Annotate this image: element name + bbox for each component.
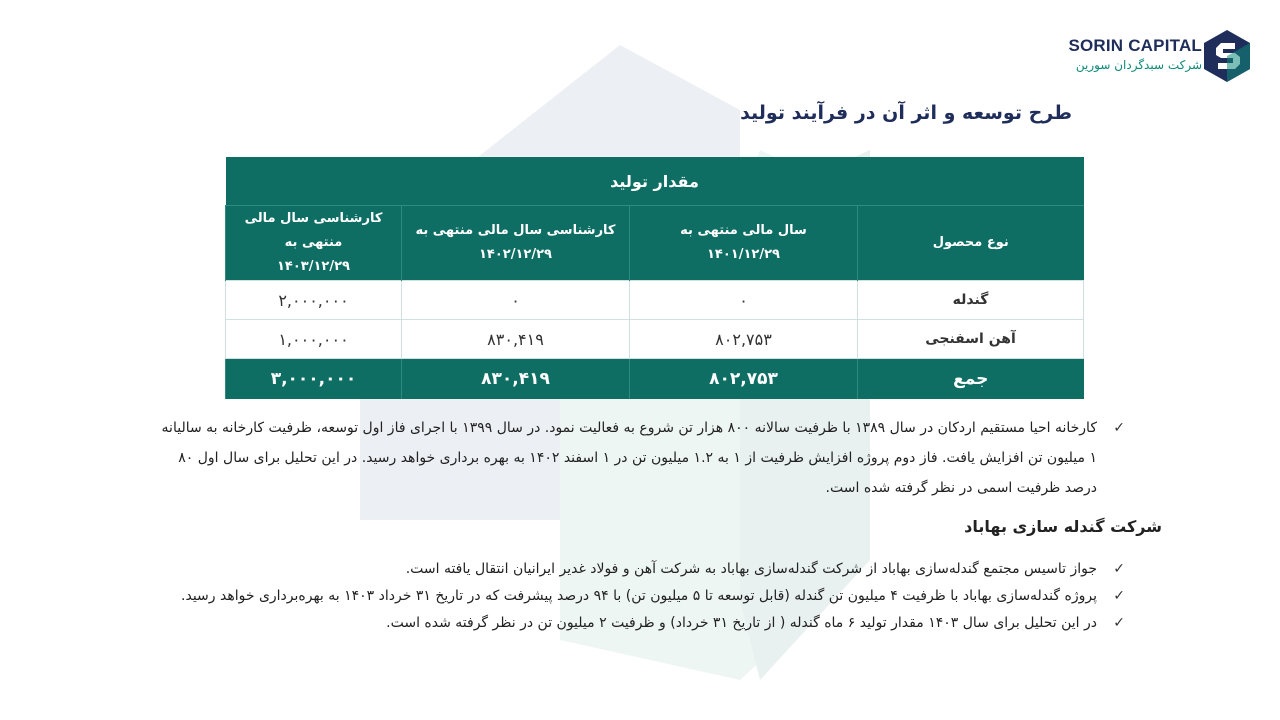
logo-name-en: SORIN CAPITAL <box>1068 36 1202 55</box>
logo-name-fa: شرکت سبدگردان سورین <box>1075 58 1202 72</box>
section2-heading: شرکت گندله سازی بهاباد <box>964 517 1162 536</box>
bullet-text: جواز تاسیس مجتمع گندله‌سازی بهاباد از شرکت گندله‌سازی بهاباد به شرکت آهن و فولاد غدیر ایرانیان انتقال یافته است. <box>405 561 1097 577</box>
list-item <box>150 556 1125 583</box>
row-label: آهن اسفنجی <box>858 320 1084 359</box>
table-row <box>226 320 1084 359</box>
table-cell: ۰ <box>630 281 858 320</box>
bullet-text: کارخانه احیا مستقیم اردکان در سال ۱۳۸۹ با ظرفیت سالانه ۸۰۰ هزار تن شروع به فعالیت نمود. در سال ۱۳۹۹ با اجرای فاز اول توسعه، ظرفیت کارخانه به سالیانه ۱ میلیون تن افزایش یافت. فاز دوم پروژه افزایش ظرفیت از ۱ به ۱.۲ میلیون تن در ۱ اسفند ۱۴۰۲ به بهره برداری خواهد رسید. در این تحلیل برای سال اول ۸۰ درصد ظرفیت اسمی در نظر گرفته شده است. <box>161 420 1097 496</box>
bullet-text: در این تحلیل برای سال ۱۴۰۳ مقدار تولید ۶ ماه گندله ( از تاریخ ۳۱ خرداد) و ظرفیت ۲ میلیون تن در نظر گرفته شده است. <box>386 615 1097 631</box>
row-label: گندله <box>858 281 1084 320</box>
page-title: طرح توسعه و اثر آن در فرآیند تولید <box>740 102 1072 124</box>
column-header-1402: کارشناسی سال مالی منتهی به ۱۴۰۲/۱۲/۲۹ <box>402 206 630 281</box>
table-total-row <box>226 359 1084 400</box>
table-row <box>226 281 1084 320</box>
total-label: جمع <box>858 359 1084 400</box>
list-item <box>150 413 1125 503</box>
table-cell: ۰ <box>402 281 630 320</box>
column-header-1403: کارشناسی سال مالی منتهی به ۱۴۰۳/۱۲/۲۹ <box>226 206 402 281</box>
check-icon: ✓ <box>1113 615 1125 631</box>
bullet-text: پروژه گندله‌سازی بهاباد با ظرفیت ۴ میلیون تن گندله (قابل توسعه تا ۵ میلیون تن) با ۹۴ درصد پیشرفت که در تاریخ ۳۱ خرداد ۱۴۰۳ به بهره‌برداری خواهد رسید. <box>181 588 1097 604</box>
column-header-product: نوع محصول <box>858 206 1084 281</box>
column-header-1401: سال مالی منتهی به ۱۴۰۱/۱۲/۲۹ <box>630 206 858 281</box>
total-cell: ۸۳۰,۴۱۹ <box>402 359 630 400</box>
table-header-row <box>226 206 1084 281</box>
table-cell: ۸۳۰,۴۱۹ <box>402 320 630 359</box>
production-table <box>225 157 1084 399</box>
list-item <box>150 610 1125 637</box>
total-cell: ۸۰۲,۷۵۳ <box>630 359 858 400</box>
check-icon: ✓ <box>1113 561 1125 577</box>
table-group-header: مقدار تولید <box>226 157 1084 206</box>
section1-bullet-list <box>150 413 1125 503</box>
logo-mark-icon <box>1204 30 1250 82</box>
section2-bullet-list <box>150 556 1125 637</box>
total-cell: ۳,۰۰۰,۰۰۰ <box>226 359 402 400</box>
table-cell: ۲,۰۰۰,۰۰۰ <box>226 281 402 320</box>
table-cell: ۱,۰۰۰,۰۰۰ <box>226 320 402 359</box>
check-icon: ✓ <box>1113 420 1125 436</box>
table-cell: ۸۰۲,۷۵۳ <box>630 320 858 359</box>
list-item <box>150 583 1125 610</box>
check-icon: ✓ <box>1113 588 1125 604</box>
